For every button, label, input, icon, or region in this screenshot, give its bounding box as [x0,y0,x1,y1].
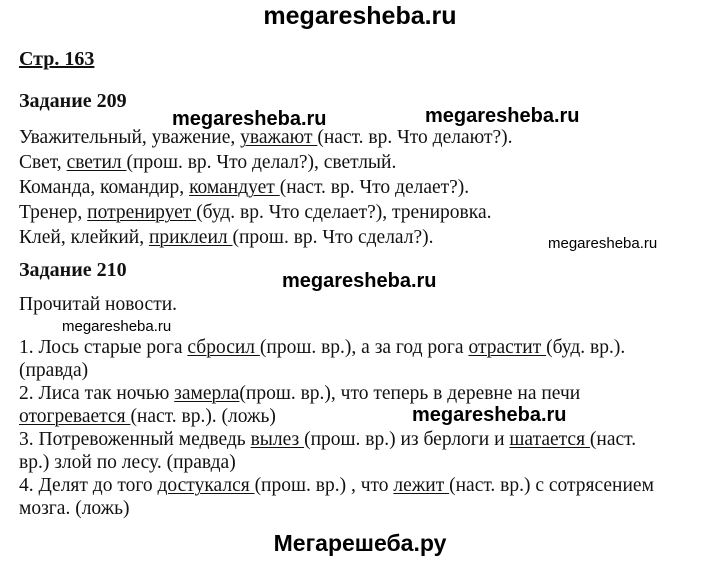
news-1-line-1: 1. Лось старые рога сбросил (прош. вр.), а за год рога отрастит (буд. вр.). [19,337,626,358]
underlined-verb: приклеил [148,227,233,248]
underlined-verb: уважают [240,127,318,148]
task-210-title: Задание 210 [19,259,127,281]
news-4-line-1: 4. Делят до того достукался (прош. вр.) , что лежит (наст. вр.) с сотрясением [19,475,654,496]
underlined-verb: сбросил [187,337,260,358]
watermark-mid-2: megaresheba.ru [425,105,580,127]
underlined-verb: достукался [157,475,255,496]
news-1-line-2: (правда) [19,360,89,381]
watermark-mid-3: megaresheba.ru [282,270,437,292]
watermark-bottom: Мегарешеба.ру [273,530,447,556]
task-210-intro: Прочитай новости. [19,294,178,315]
watermark-small-2: megaresheba.ru [62,318,172,335]
task-209-line-4: Тренер, потренирует (буд. вр. Что сделает?), тренировка. [19,202,492,223]
watermark-right: megaresheba.ru [548,235,658,252]
news-4-line-2: мозга. (ложь) [19,498,130,519]
underlined-verb: светил [66,152,127,173]
task-209-line-1: Уважительный, уважение, уважают (наст. вр. Что делают?). [19,127,513,148]
underlined-verb: командует [189,177,280,198]
news-2-line-2: отогревается (наст. вр.). (ложь) [19,406,276,427]
page-reference: Стр. 163 [19,48,95,70]
underlined-verb: потренирует [87,202,197,223]
underlined-verb: замерла [174,383,240,404]
watermark-mid-4: megaresheba.ru [412,404,567,426]
underlined-verb: отрастит [468,337,547,358]
task-209-line-2: Свет, светил (прош. вр. Что делал?), светлый. [19,152,397,173]
task-209-line-3: Команда, командир, командует (наст. вр. Что делает?). [19,177,470,198]
news-2-line-1: 2. Лиса так ночью замерла(прош. вр.), что теперь в деревне на печи [19,383,581,404]
task-209-title: Задание 209 [19,90,127,112]
underlined-verb: вылез [250,429,305,450]
news-3-line-2: вр.) злой по лесу. (правда) [19,452,236,473]
watermark-top: megaresheba.ru [263,2,457,30]
news-3-line-1: 3. Потревоженный медведь вылез (прош. вр.) из берлоги и шатается (наст. [19,429,637,450]
underlined-verb: лежит [393,475,450,496]
underlined-verb: шатается [509,429,590,450]
watermark-mid-1: megaresheba.ru [172,108,327,130]
underlined-verb: отогревается [19,406,131,427]
task-209-line-5: Клей, клейкий, приклеил (прош. вр. Что сделал?). [19,227,434,248]
